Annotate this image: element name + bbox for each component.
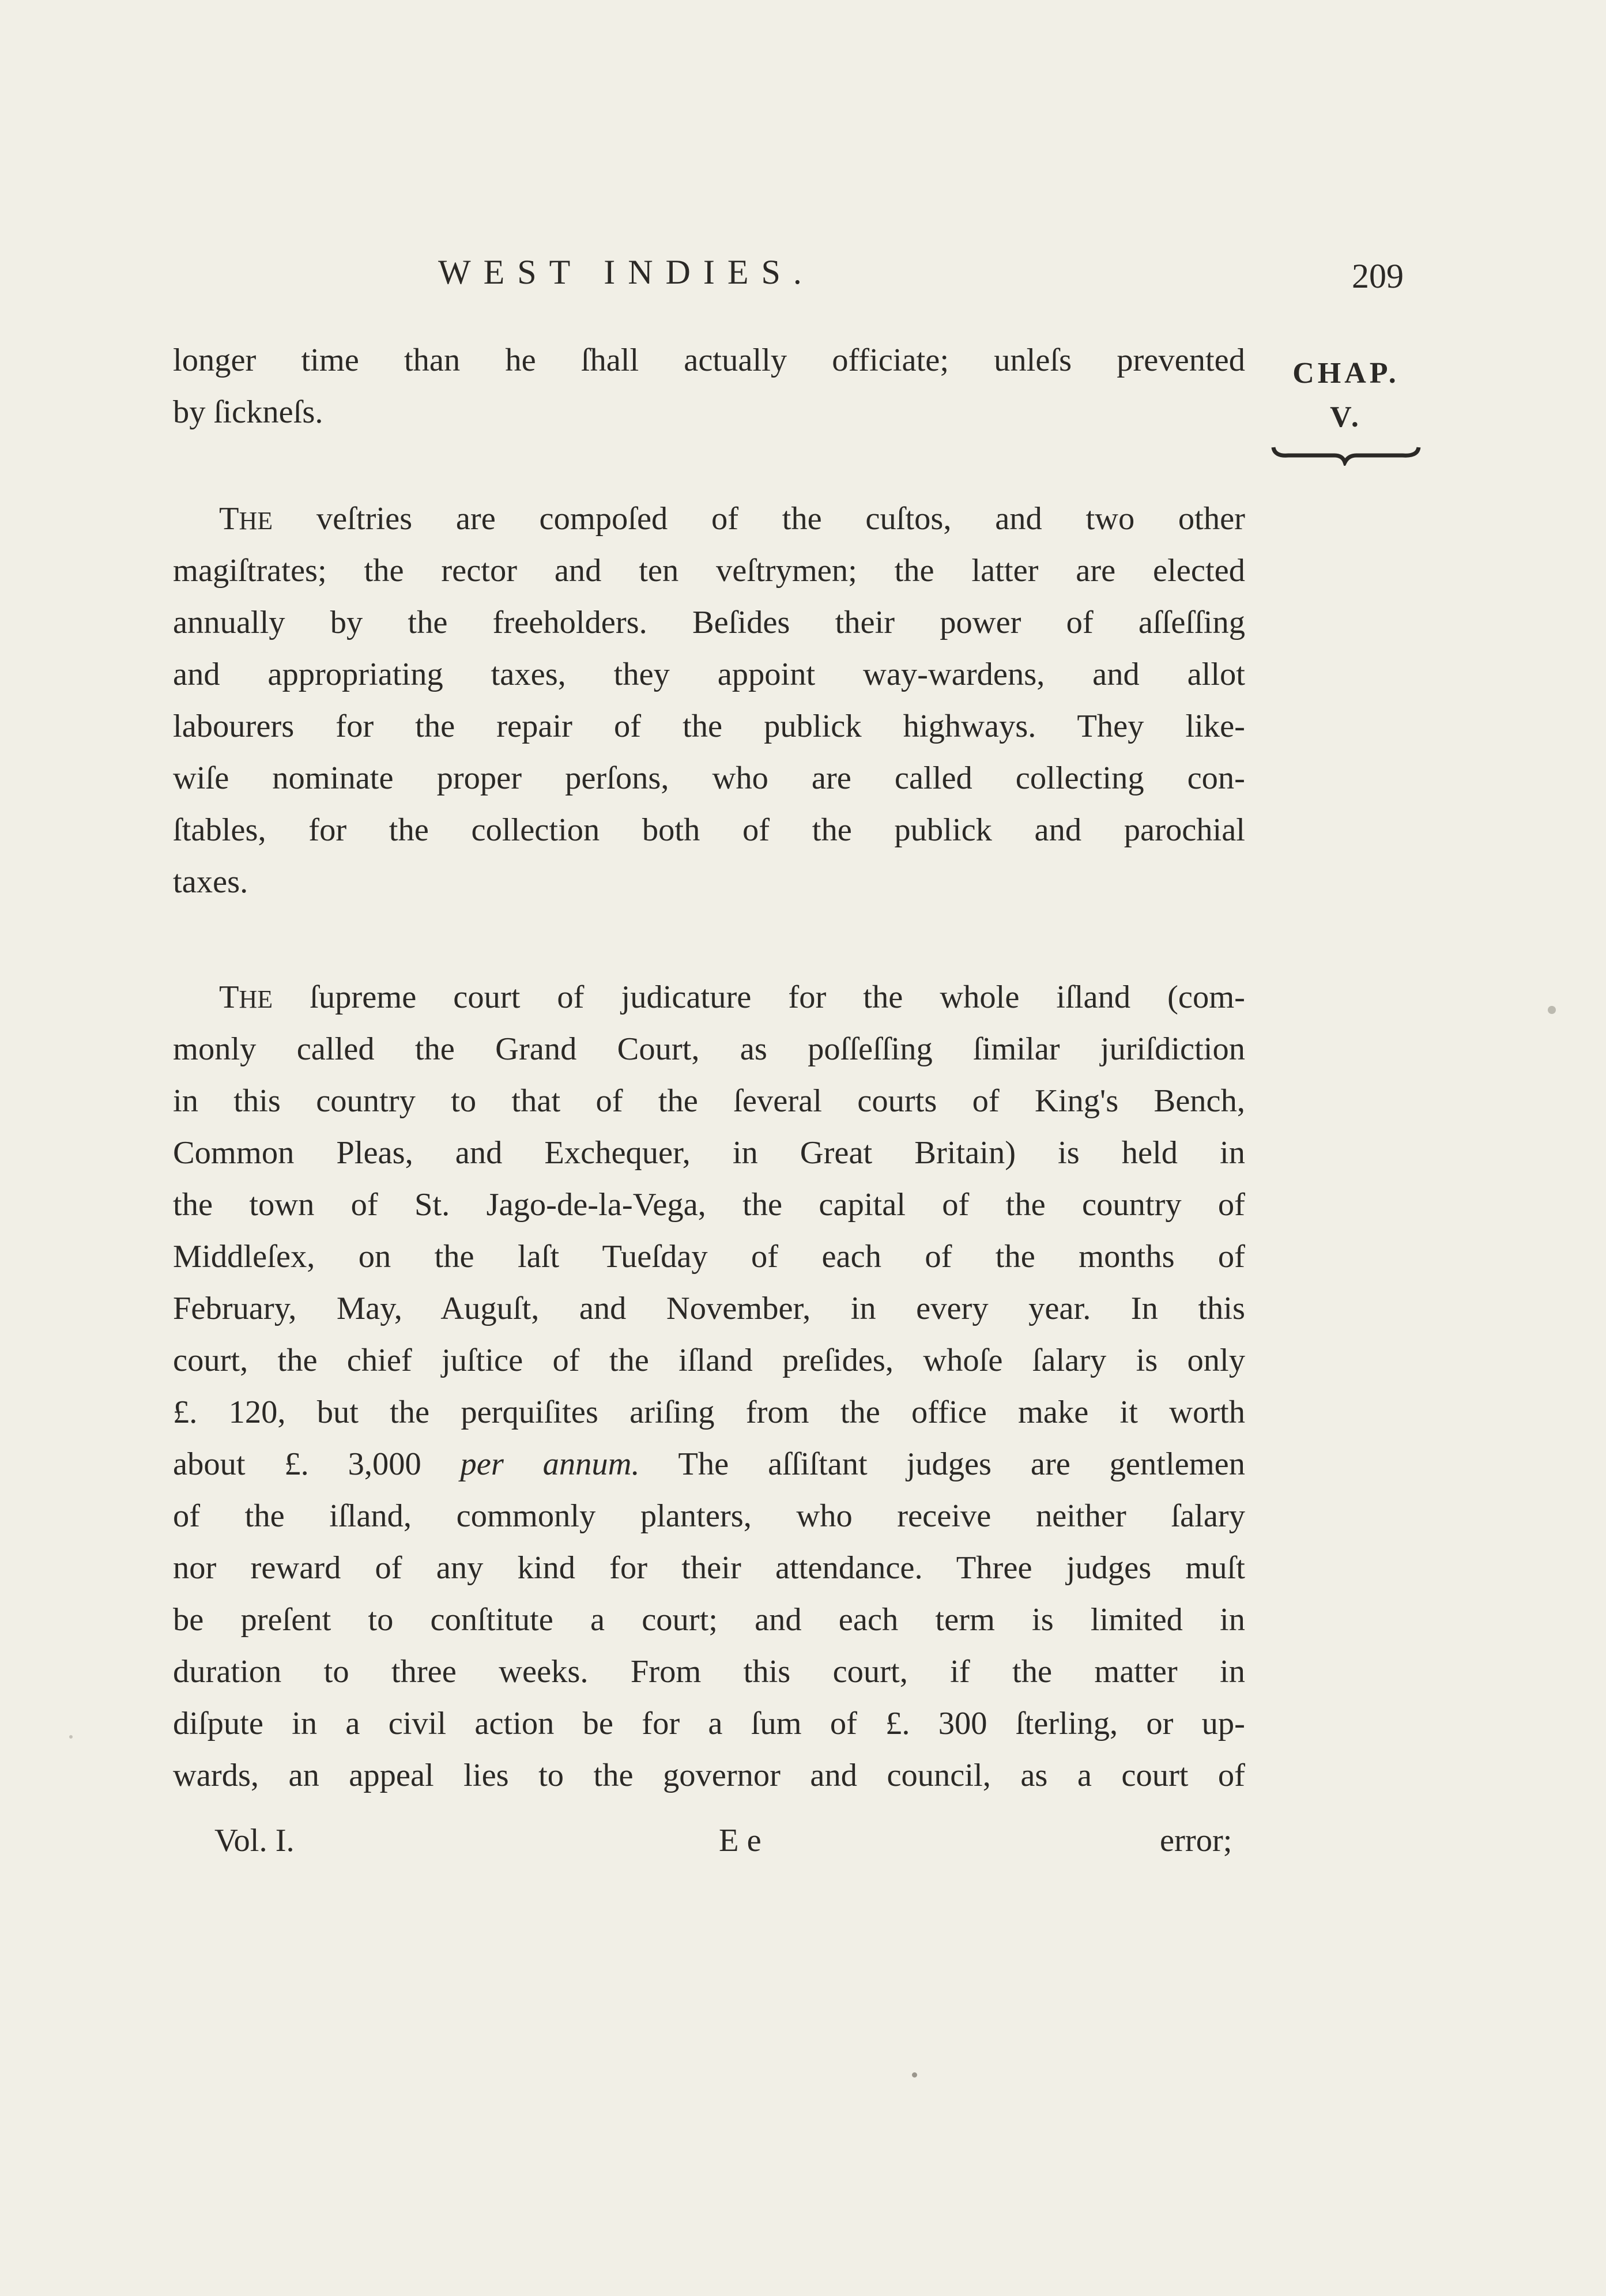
text-line: THE veſtries are compoſed of the cuſtos, and two other bbox=[219, 501, 1245, 537]
lead-word: THE bbox=[219, 501, 273, 537]
text-line: in this country to that of the ſeveral courts of King's Bench, bbox=[173, 1083, 1245, 1119]
volume-label: Vol. I. bbox=[214, 1823, 295, 1858]
text-line: February, May, Auguſt, and November, in every year. In this bbox=[173, 1291, 1245, 1326]
text-line: monly called the Grand Court, as poſſeſſing ſimilar juriſdiction bbox=[173, 1031, 1245, 1067]
text-line: nor reward of any kind for their attendance. Three judges muſt bbox=[173, 1550, 1245, 1586]
text-line: by ſickneſs. bbox=[173, 394, 323, 430]
brace-ornament bbox=[1271, 443, 1421, 466]
paper-speck bbox=[69, 1735, 73, 1739]
text-line: longer time than he ſhall actually officiate; unleſs prevented bbox=[173, 342, 1245, 378]
text-line: wards, an appeal lies to the governor and council, as a court of bbox=[173, 1758, 1245, 1793]
latin-phrase: per annum. bbox=[460, 1446, 640, 1482]
paragraph-supreme-court bbox=[173, 971, 1245, 1801]
text-line: and appropriating taxes, they appoint way-wardens, and allot bbox=[173, 657, 1245, 692]
signature-mark: E e bbox=[719, 1823, 761, 1858]
paragraph-vestries bbox=[173, 493, 1245, 908]
text-line: Middleſex, on the laſt Tueſday of each of the months of bbox=[173, 1239, 1245, 1275]
chapter-number: V. bbox=[1330, 401, 1362, 433]
text-line: labourers for the repair of the publick highways. They like- bbox=[173, 708, 1245, 744]
catchword: error; bbox=[1160, 1823, 1232, 1858]
text-line: of the iſland, commonly planters, who receive neither ſalary bbox=[173, 1498, 1245, 1534]
text-line: be preſent to conſtitute a court; and each term is limited in bbox=[173, 1602, 1245, 1638]
text-line: Common Pleas, and Exchequer, in Great Britain) is held in bbox=[173, 1135, 1245, 1171]
text-line: duration to three weeks. From this court, if the matter in bbox=[173, 1654, 1245, 1690]
text-line: £. 120, but the perquiſites ariſing from the office make it worth bbox=[173, 1394, 1245, 1430]
paper-speck bbox=[1548, 1006, 1556, 1014]
text-line: THE ſupreme court of judicature for the whole iſland (com- bbox=[219, 979, 1245, 1015]
text-line: about £. 3,000 per annum. The aſſiſtant judges are gentlemen bbox=[173, 1446, 1245, 1482]
text-line: wiſe nominate proper perſons, who are called collecting con- bbox=[173, 760, 1245, 796]
text-line: annually by the freeholders. Beſides their power of aſſeſſing bbox=[173, 605, 1245, 640]
page-number: 209 bbox=[1352, 257, 1404, 295]
chapter-label: CHAP. bbox=[1292, 357, 1400, 390]
paper-speck bbox=[912, 2072, 917, 2078]
text-line: court, the chief juſtice of the iſland preſides, whoſe ſalary is only bbox=[173, 1343, 1245, 1378]
text-line: taxes. bbox=[173, 864, 248, 900]
text-line: diſpute in a civil action be for a ſum of £. 300 ſterling, or up- bbox=[173, 1706, 1245, 1741]
text-line: the town of St. Jago-de-la-Vega, the capital of the country of bbox=[173, 1187, 1245, 1223]
page-footer bbox=[214, 1815, 1261, 1867]
margin-note-chapter bbox=[1271, 352, 1421, 466]
text-line: ſtables, for the collection both of the publick and parochial bbox=[173, 812, 1245, 848]
lead-word: THE bbox=[219, 979, 273, 1015]
running-head: WEST INDIES. bbox=[438, 253, 815, 291]
paragraph-continuation bbox=[173, 334, 1245, 438]
text-line: magiſtrates; the rector and ten veſtrymen; the latter are elected bbox=[173, 553, 1245, 589]
